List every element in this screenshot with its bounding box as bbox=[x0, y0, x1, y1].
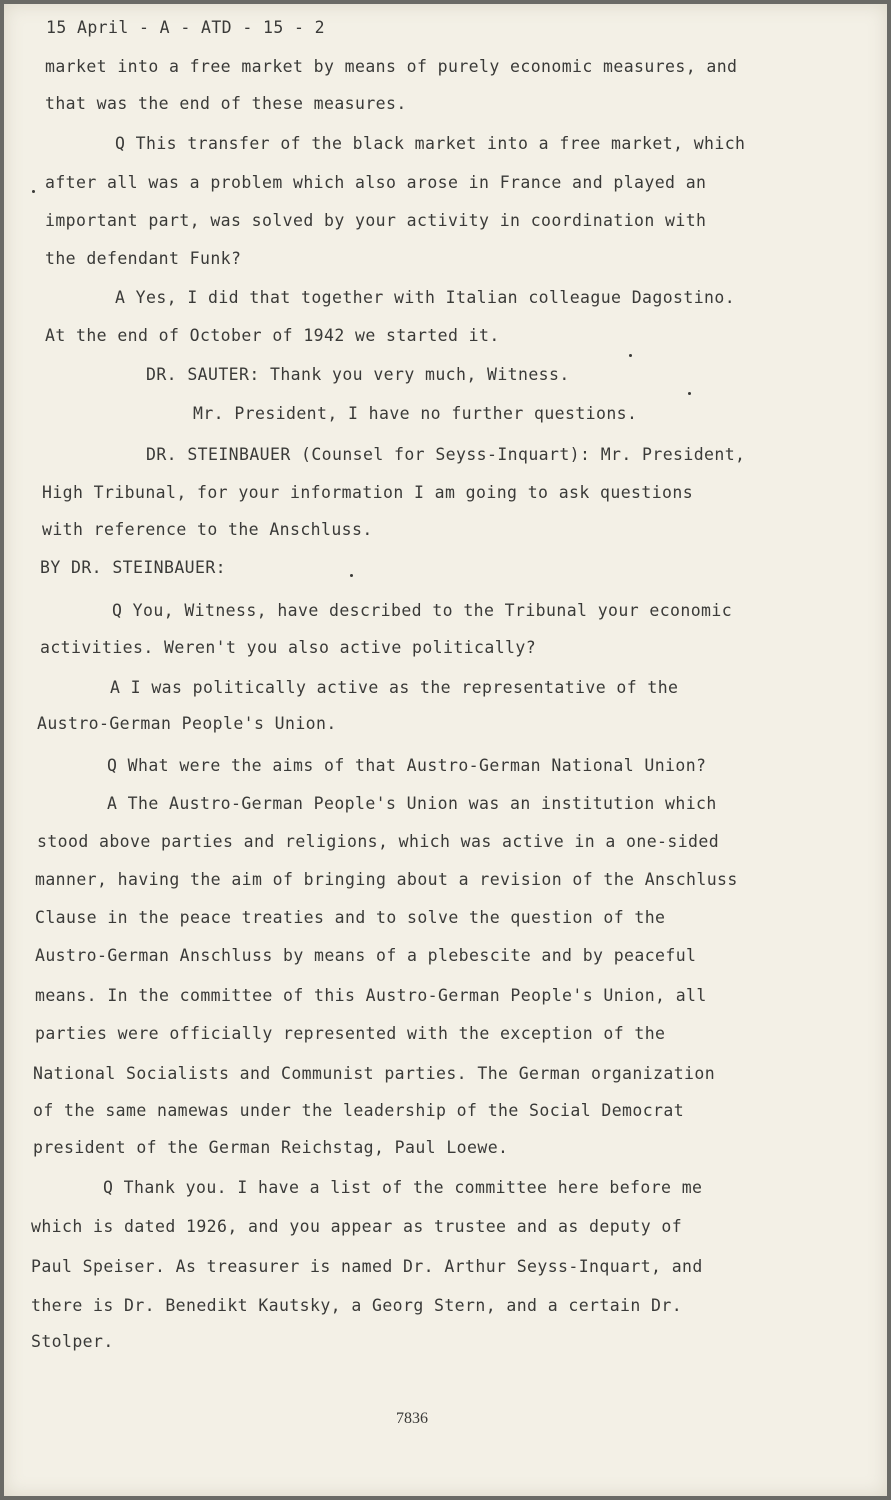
text-line: market into a free market by means of purely economic measures, and bbox=[45, 57, 738, 76]
ink-speck bbox=[32, 190, 35, 193]
text-line: A Yes, I did that together with Italian colleague Dagostino. bbox=[115, 288, 736, 307]
text-line: National Socialists and Communist parties. The German organization bbox=[33, 1064, 716, 1083]
text-line: activities. Weren't you also active politically? bbox=[40, 638, 537, 657]
text-line: A The Austro-German People's Union was an institution which bbox=[107, 794, 717, 813]
page-number: 7836 bbox=[396, 1410, 428, 1427]
ink-speck bbox=[629, 354, 632, 357]
ink-speck bbox=[350, 574, 353, 577]
text-line: manner, having the aim of bringing about a revision of the Anschluss bbox=[35, 870, 738, 889]
text-line: Clause in the peace treaties and to solve the question of the bbox=[35, 908, 666, 927]
text-line: there is Dr. Benedikt Kautsky, a Georg Stern, and a certain Dr. bbox=[31, 1296, 683, 1315]
text-line: president of the German Reichstag, Paul Loewe. bbox=[33, 1138, 509, 1157]
text-line: that was the end of these measures. bbox=[45, 94, 407, 113]
text-line: BY DR. STEINBAUER: bbox=[40, 558, 227, 577]
text-line: Q What were the aims of that Austro-German National Union? bbox=[107, 756, 707, 775]
text-line: Austro-German Anschluss by means of a plebescite and by peaceful bbox=[35, 946, 697, 965]
text-line: the defendant Funk? bbox=[45, 249, 242, 268]
text-line: means. In the committee of this Austro-German People's Union, all bbox=[35, 986, 707, 1005]
text-line: Paul Speiser. As treasurer is named Dr. Arthur Seyss-Inquart, and bbox=[31, 1257, 703, 1276]
text-line: of the same namewas under the leadership of the Social Democrat bbox=[33, 1101, 685, 1120]
text-line: important part, was solved by your activity in coordination with bbox=[45, 211, 707, 230]
text-line: High Tribunal, for your information I am going to ask questions bbox=[42, 483, 694, 502]
text-line: Q This transfer of the black market into a free market, which bbox=[115, 134, 746, 153]
text-line: Stolper. bbox=[31, 1332, 114, 1351]
text-line: which is dated 1926, and you appear as trustee and as deputy of bbox=[31, 1217, 683, 1236]
ink-speck bbox=[688, 392, 691, 395]
text-line: A I was politically active as the representative of the bbox=[110, 678, 679, 697]
text-line: stood above parties and religions, which was active in a one-sided bbox=[37, 832, 720, 851]
text-line: Q Thank you. I have a list of the committee here before me bbox=[103, 1178, 703, 1197]
text-line: parties were officially represented with the exception of the bbox=[35, 1024, 666, 1043]
text-line: Austro-German People's Union. bbox=[37, 714, 337, 733]
text-line: DR. STEINBAUER (Counsel for Seyss-Inquart): Mr. President, bbox=[146, 445, 746, 464]
text-line: Q You, Witness, have described to the Tribunal your economic bbox=[112, 601, 733, 620]
page-header: 15 April - A - ATD - 15 - 2 bbox=[46, 18, 326, 37]
text-line: after all was a problem which also arose in France and played an bbox=[45, 173, 707, 192]
text-line: DR. SAUTER: Thank you very much, Witness. bbox=[146, 365, 570, 384]
text-line: Mr. President, I have no further questions. bbox=[193, 404, 638, 423]
text-line: with reference to the Anschluss. bbox=[42, 520, 373, 539]
document-page bbox=[4, 4, 887, 1496]
text-line: At the end of October of 1942 we started it. bbox=[45, 326, 500, 345]
